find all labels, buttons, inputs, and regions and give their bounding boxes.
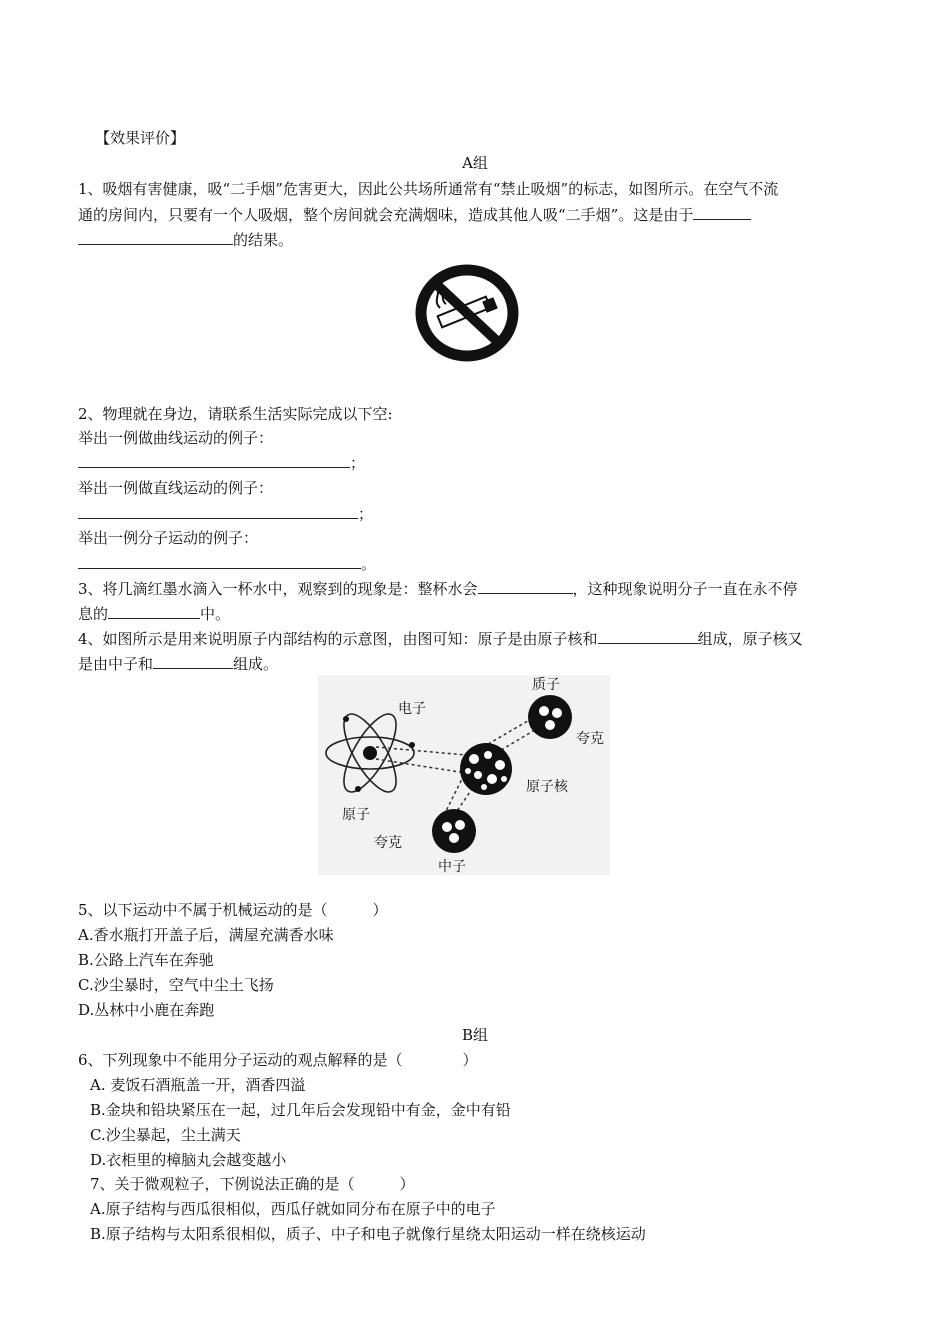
q4-line-1 (78, 628, 803, 649)
atom-structure-diagram (318, 675, 610, 875)
q3-line-2-text-a: 息的 (78, 605, 109, 623)
q3-line-2-text-b: 中。 (200, 605, 231, 623)
q3-answer-blank-1[interactable] (478, 578, 573, 594)
no-smoking-sign-icon (412, 262, 522, 364)
proton-icon (528, 695, 572, 739)
q6-option-d[interactable]: D.衣柜里的樟脑丸会越变越小 (90, 1151, 287, 1169)
q2-example-molecule-label: 举出一例分子运动的例子： (78, 529, 259, 547)
q3-line-1 (78, 578, 798, 599)
q3-answer-blank-2[interactable] (108, 603, 200, 619)
label-electron: 电子 (398, 701, 426, 717)
q4-line-1-text-b: 组成，原子核又 (697, 630, 803, 648)
q1-line-1: 1、吸烟有害健康，吸“二手烟”危害更大，因此公共场所通常有“禁止吸烟”的标志，如图所示。在空气不流 (78, 180, 779, 198)
q4-answer-blank-2[interactable] (153, 653, 233, 669)
nucleus-icon (460, 743, 512, 795)
q1-answer-blank-1[interactable] (693, 204, 751, 220)
q1-answer-blank-2[interactable] (78, 229, 233, 245)
neutron-icon (432, 809, 476, 853)
q4-answer-blank-1[interactable] (598, 628, 698, 644)
label-quark-right: 夸克 (576, 731, 604, 747)
q2-curve-end: ； (350, 454, 366, 472)
q4-line-2 (78, 653, 278, 674)
label-nucleus: 原子核 (526, 779, 568, 795)
q4-line-1-text-a: 4、如图所示是用来说明原子内部结构的示意图，由图可知：原子是由原子核和 (78, 630, 598, 648)
q2-straight-end: ； (358, 505, 374, 523)
q5-option-c[interactable]: C.沙尘暴时，空气中尘土飞扬 (78, 976, 274, 994)
q6-stem: 6、下列现象中不能用分子运动的观点解释的是（ ） (78, 1051, 478, 1069)
q6-option-c[interactable]: C.沙尘暴起，尘土满天 (90, 1126, 241, 1144)
q2-example-molecule-line (78, 553, 376, 574)
label-atom: 原子 (342, 807, 370, 823)
q1-line-2 (78, 204, 751, 225)
q6-option-a[interactable]: A. 麦饭石酒瓶盖一开，酒香四溢 (90, 1076, 306, 1094)
q7-stem: 7、关于微观粒子，下例说法正确的是（ ） (90, 1175, 415, 1193)
q5-option-d[interactable]: D.丛林中小鹿在奔跑 (78, 1001, 215, 1019)
q2-molecule-answer-blank[interactable] (78, 553, 361, 569)
group-b-heading: B组 (461, 1026, 489, 1044)
q4-line-2-text-a: 是由中子和 (78, 655, 154, 673)
q1-line-2-text: 通的房间内，只要有一个人吸烟，整个房间就会充满烟味，造成其他人吸“二手烟”。这是由于 (78, 206, 694, 224)
q2-example-curve-line (78, 452, 365, 473)
q2-example-straight-label: 举出一例做直线运动的例子： (78, 479, 274, 497)
q2-curve-answer-blank[interactable] (78, 452, 350, 468)
q1-line-3 (78, 229, 293, 250)
label-proton: 质子 (532, 677, 560, 693)
label-quark-left: 夸克 (374, 835, 402, 851)
q2-molecule-end: 。 (361, 555, 377, 573)
q6-option-b[interactable]: B.金块和铅块紧压在一起，过几年后会发现铅中有金，金中有铅 (90, 1101, 511, 1119)
q5-stem: 5、以下运动中不属于机械运动的是（ ） (78, 901, 388, 919)
q1-line-3-text: 的结果。 (233, 231, 294, 249)
q5-option-b[interactable]: B.公路上汽车在奔驰 (78, 951, 214, 969)
q3-line-1-text-b: ，这种现象说明分子一直在永不停 (572, 580, 798, 598)
label-neutron: 中子 (438, 859, 466, 875)
q2-title: 2、物理就在身边，请联系生活实际完成以下空: (78, 405, 393, 423)
q2-example-curve-label: 举出一例做曲线运动的例子： (78, 429, 274, 447)
q7-option-b[interactable]: B.原子结构与太阳系很相似，质子、中子和电子就像行星绕太阳运动一样在绕核运动 (90, 1225, 646, 1243)
q2-example-straight-line (78, 503, 373, 524)
group-a-heading: A组 (462, 154, 488, 172)
q3-line-2 (78, 603, 230, 624)
q4-line-2-text-b: 组成。 (233, 655, 279, 673)
q5-option-a[interactable]: A.香水瓶打开盖子后，满屋充满香水味 (78, 926, 334, 944)
q3-line-1-text-a: 3、将几滴红墨水滴入一杯水中，观察到的现象是：整杯水会 (78, 580, 478, 598)
q7-option-a[interactable]: A.原子结构与西瓜很相似，西瓜仔就如同分布在原子中的电子 (90, 1200, 496, 1218)
section-title: 【效果评价】 (95, 129, 186, 147)
q2-straight-answer-blank[interactable] (78, 503, 358, 519)
